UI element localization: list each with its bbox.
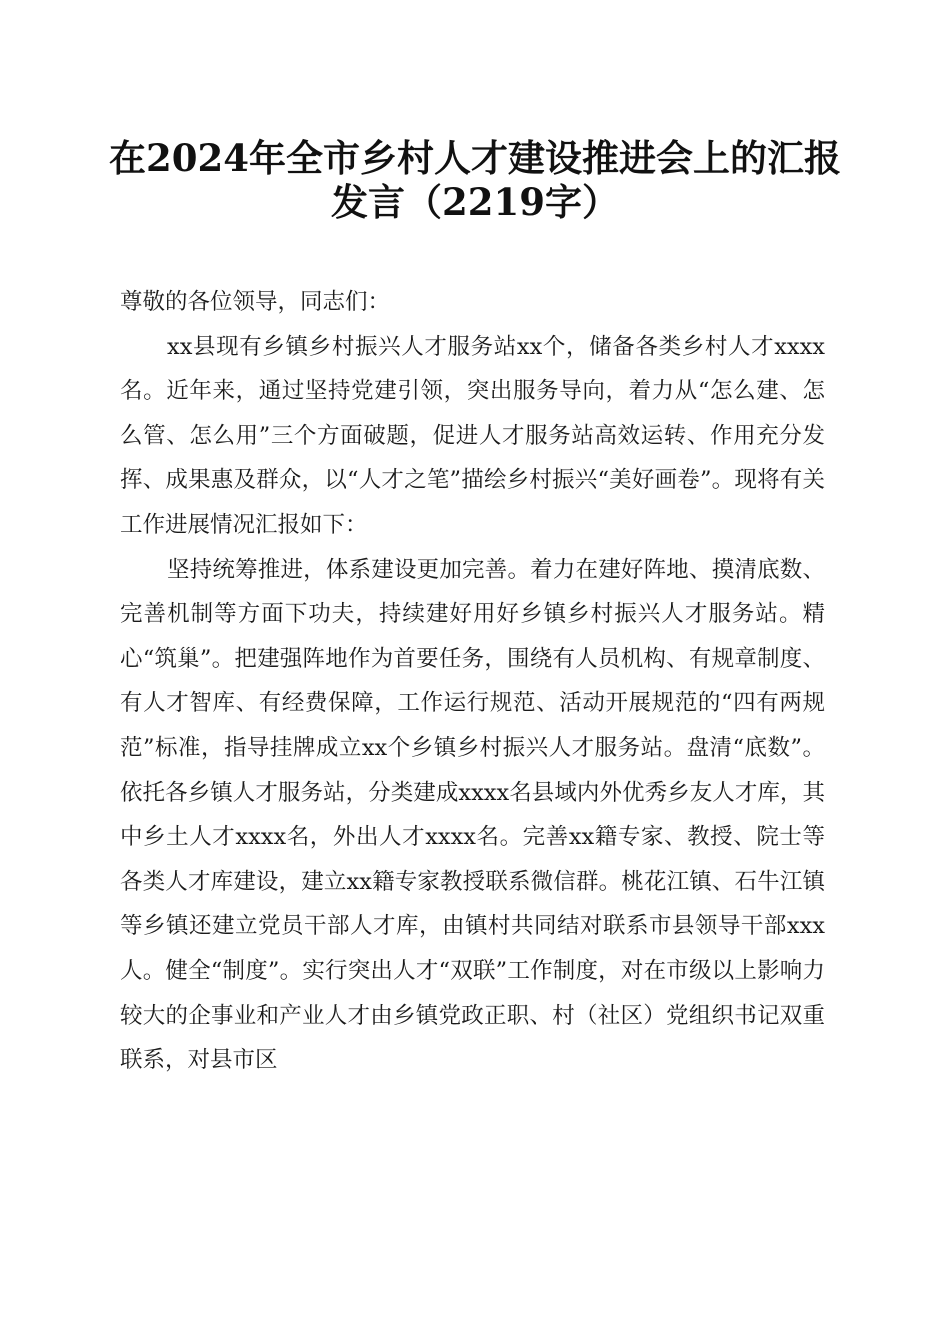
document-body — [120, 280, 825, 1083]
paragraph-system-building: 坚持统筹推进，体系建设更加完善。着力在建好阵地、摸清底数、完善机制等方面下功夫，持续建好用好乡镇乡村振兴人才服务站。精心“筑巢”。把建强阵地作为首要任务，围绕有人员机构、有规章制度、有人才智库、有经费保障，工作运行规范、活动开展规范的“四有两规范”标准，指导挂牌成立xx个乡镇乡村振兴人才服务站。盘清“底数”。依托各乡镇人才服务站，分类建成xxxx名县域内外优秀乡友人才库，其中乡土人才xxxx名，外出人才xxxx名。完善xx籍专家、教授、院士等各类人才库建设，建立xx籍专家教授联系微信群。桃花江镇、石牛江镇等乡镇还建立党员干部人才库，由镇村共同结对联系市县领导干部xxx人。健全“制度”。实行突出人才“双联”工作制度，对在市级以上影响力较大的企事业和产业人才由乡镇党政正职、村（社区）党组织书记双重联系，对县市区 — [120, 556, 825, 1074]
title-line-2: 发言（2219字） — [331, 180, 619, 224]
document-title — [100, 136, 850, 224]
title-line-1: 在2024年全市乡村人才建设推进会上的汇报 — [109, 136, 841, 180]
paragraph-intro: xx县现有乡镇乡村振兴人才服务站xx个，储备各类乡村人才xxxx名。近年来，通过坚持党建引领，突出服务导向，着力从“怎么建、怎么管、怎么用”三个方面破题，促进人才服务站高效运转、作用充分发挥、成果惠及群众，以“人才之笔”描绘乡村振兴“美好画卷”。现将有关工作进展情况汇报如下： — [120, 333, 825, 538]
greeting: 尊敬的各位领导，同志们： — [120, 289, 391, 315]
